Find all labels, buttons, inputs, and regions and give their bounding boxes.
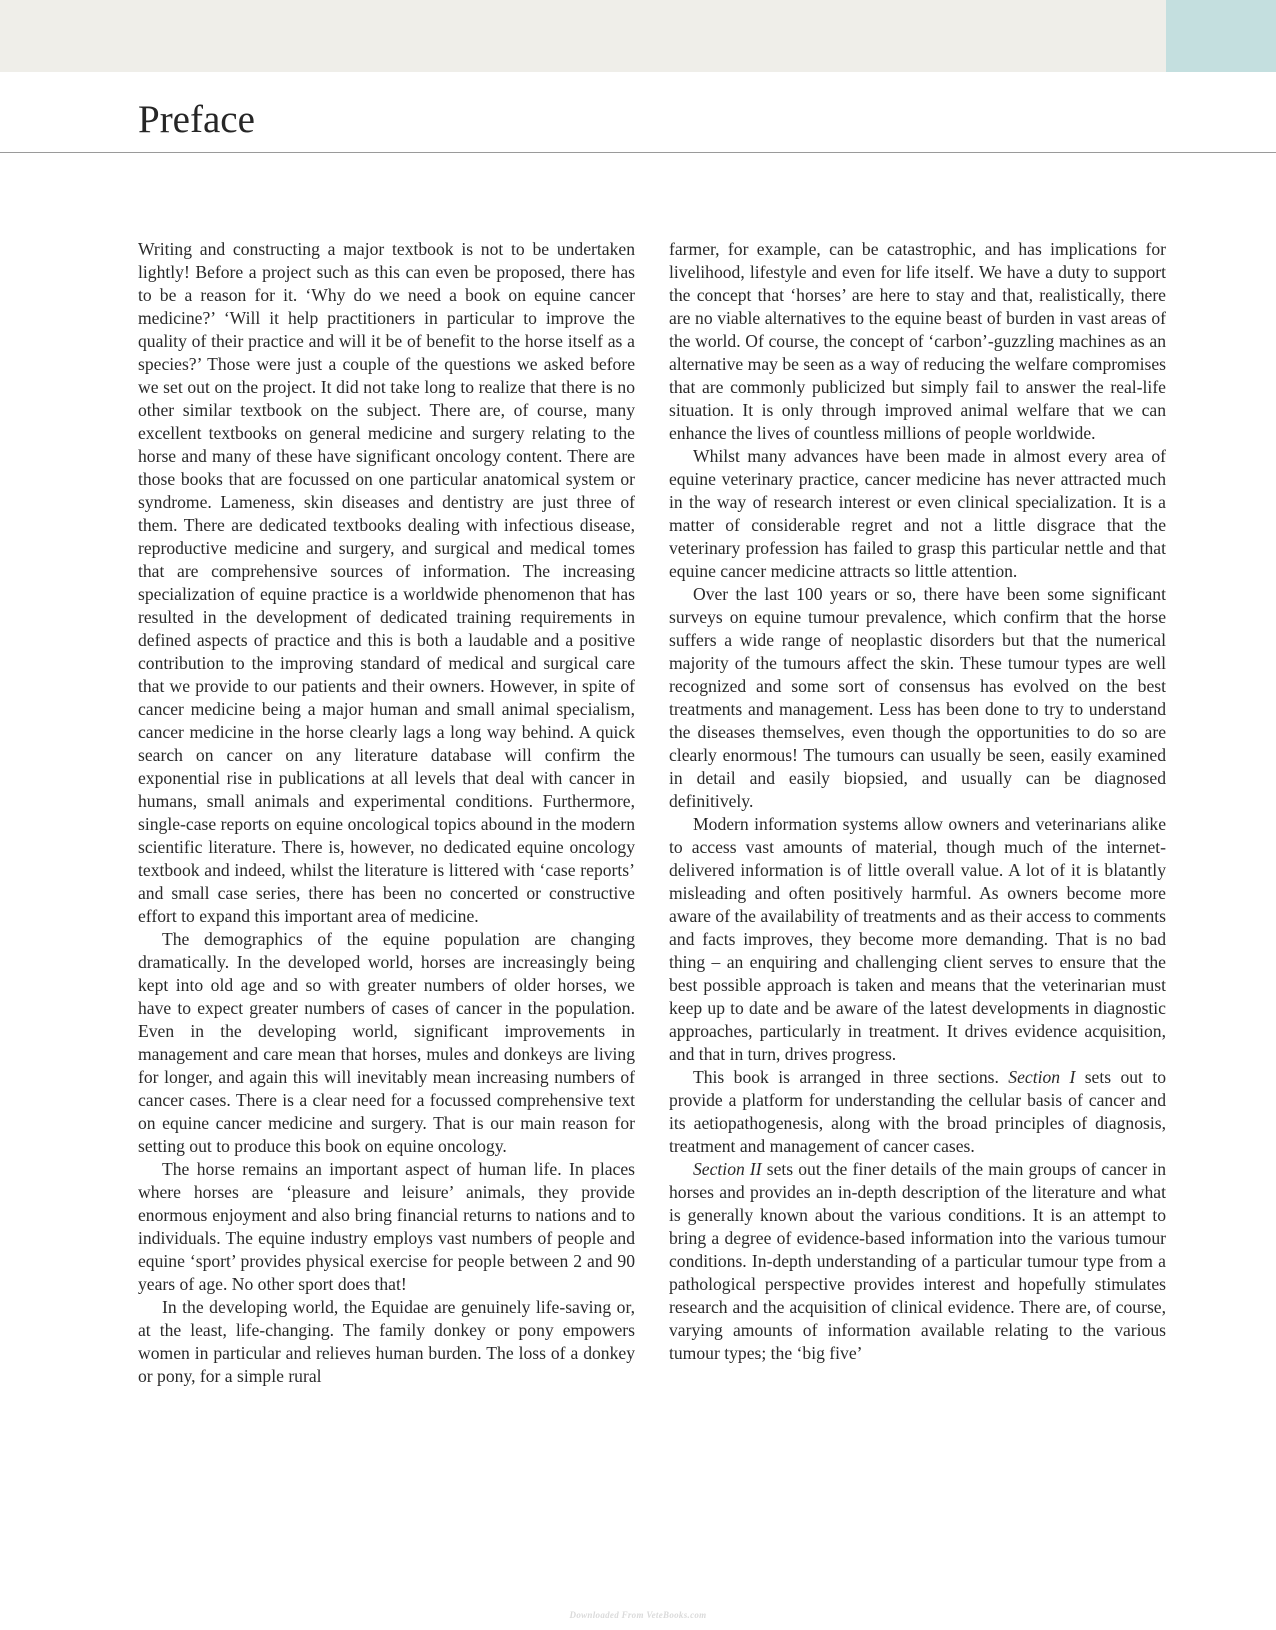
paragraph: The horse remains an important aspect of human life. In places where horses are ‘pleasure and leisure’ animals, they provide enormous enjoyment and also bring financial returns to nations and to individuals. The equine industry employs vast numbers of people and equine ‘sport’ provides physical exercise for people between 2 and 90 years of age. No other sport does that! [138,1159,635,1294]
paragraph [669,1066,1166,1158]
paragraph-text: sets out to provide a platform for understanding the cellular basis of cancer and its aetiopathogenesis, along with the broad principles of diagnosis, treatment and management of cancer cases. [669,1067,1167,1156]
left-text-column [138,238,635,1388]
paragraph: The demographics of the equine population are changing dramatically. In the developed world, horses are increasingly being kept into old age and so with greater numbers of older horses, we have to expect greater numbers of cases of cancer in the population. Even in the developing world, significant improvements in management and care mean that horses, mules and donkeys are living for longer, and again this will inevitably mean increasing numbers of cancer cases. There is a clear need for a focussed comprehensive text on equine cancer medicine and surgery. That is our main reason for setting out to produce this book on equine oncology. [138,929,635,1156]
paragraph: In the developing world, the Equidae are genuinely life-saving or, at the least, life-changing. The family donkey or pony empowers women in particular and relieves human burden. The loss of a donkey or pony, for a simple rural [138,1297,635,1386]
paragraph-text: This book is arranged in three sections. [693,1067,1009,1087]
title-divider [0,152,1276,153]
download-watermark: Downloaded From VeteBooks.com [569,1610,707,1620]
paragraph: Modern information systems allow owners and veterinarians alike to access vast amounts of material, though much of the internet-delivered information is of little overall value. A lot of it is blatantly misleading and often positively harmful. As owners become more aware of the availability of treatments and as their access to comments and facts improves, they become more demanding. That is no bad thing – an enquiring and challenging client serves to ensure that the best possible approach is taken and means that the veterinarian must keep up to date and be aware of the latest developments in diagnostic approaches, particularly in treatment. It drives evidence acquisition, and that in turn, drives progress. [669,814,1166,1064]
header-band [0,0,1166,72]
paragraph: Writing and constructing a major textbook is not to be undertaken lightly! Before a project such as this can even be proposed, there has to be a reason for it. ‘Why do we need a book on equine cancer medicine?’ ‘Will it help practitioners in particular to improve the quality of their practice and will it be of benefit to the horse itself as a species?’ Those were just a couple of the questions we asked before we set out on the project. It did not take long to realize that there is no other similar textbook on the subject. There are, of course, many excellent textbooks on general medicine and surgery relating to the horse and many of these have significant oncology content. There are those books that are focussed on one particular anatomical system or syndrome. Lameness, skin diseases and dentistry are just three of them. There are dedicated textbooks dealing with infectious disease, reproductive medicine and surgery, and surgical and medical tomes that are comprehensive sources of information. The increasing specialization of equine practice is a worldwide phenomenon that has resulted in the development of dedicated training requirements in defined aspects of practice and this is both a laudable and a positive contribution to the improving standard of medical and surgical care that we provide to our patients and their owners. However, in spite of cancer medicine being a major human and small animal specialism, cancer medicine in the horse clearly lags a long way behind. A quick search on cancer on any literature database will confirm the exponential rise in publications at all levels that deal with cancer in humans, small animals and experimental conditions. Furthermore, single-case reports on equine oncological topics abound in the modern scientific literature. There is, however, no dedicated equine oncology textbook and indeed, whilst the literature is littered with ‘case reports’ and small case series, there has been no concerted or constructive effort to expand this important area of medicine. [138,239,635,926]
paragraph: Whilst many advances have been made in almost every area of equine veterinary practice, cancer medicine has never attracted much in the way of research interest or even clinical specialization. It is a matter of considerable regret and not a little disgrace that the veterinary profession has failed to grasp this particular nettle and that equine cancer medicine attracts so little attention. [669,446,1166,581]
page-title: Preface [138,98,255,141]
paragraph [669,1158,1166,1365]
header-accent-block [1166,0,1276,72]
paragraph: Over the last 100 years or so, there have been some significant surveys on equine tumour prevalence, which confirm that the horse suffers a wide range of neoplastic disorders but that the numerical majority of the tumours affect the skin. These tumour types are well recognized and some sort of consensus has evolved on the best treatments and management. Less has been done to try to understand the diseases themselves, even though the opportunities to do so are clearly enormous! The tumours can usually be seen, easily examined in detail and easily biopsied, and usually can be diagnosed definitively. [669,584,1166,811]
paragraph: farmer, for example, can be catastrophic, and has implications for livelihood, lifestyle and even for life itself. We have a duty to support the concept that ‘horses’ are here to stay and that, realistically, there are no viable alternatives to the equine beast of burden in vast areas of the world. Of course, the concept of ‘carbon’-guzzling machines as an alternative may be seen as a way of reducing the welfare compromises that are commonly publicized but simply fail to answer the real-life situation. It is only through improved animal welfare that we can enhance the lives of countless millions of people worldwide. [669,239,1166,443]
section-reference: Section I [1008,1067,1076,1087]
right-text-column [669,238,1166,1365]
section-reference: Section II [693,1159,762,1179]
paragraph-text: sets out the finer details of the main groups of cancer in horses and provides an in-depth description of the literature and what is generally known about the various conditions. It is an attempt to bring a degree of evidence-based information into the various tumour conditions. In-depth understanding of a particular tumour type from a pathological perspective provides interest and hopefully stimulates research and the acquisition of clinical evidence. There are, of course, varying amounts of information available relating to the various tumour types; the ‘big five’ [669,1159,1166,1363]
